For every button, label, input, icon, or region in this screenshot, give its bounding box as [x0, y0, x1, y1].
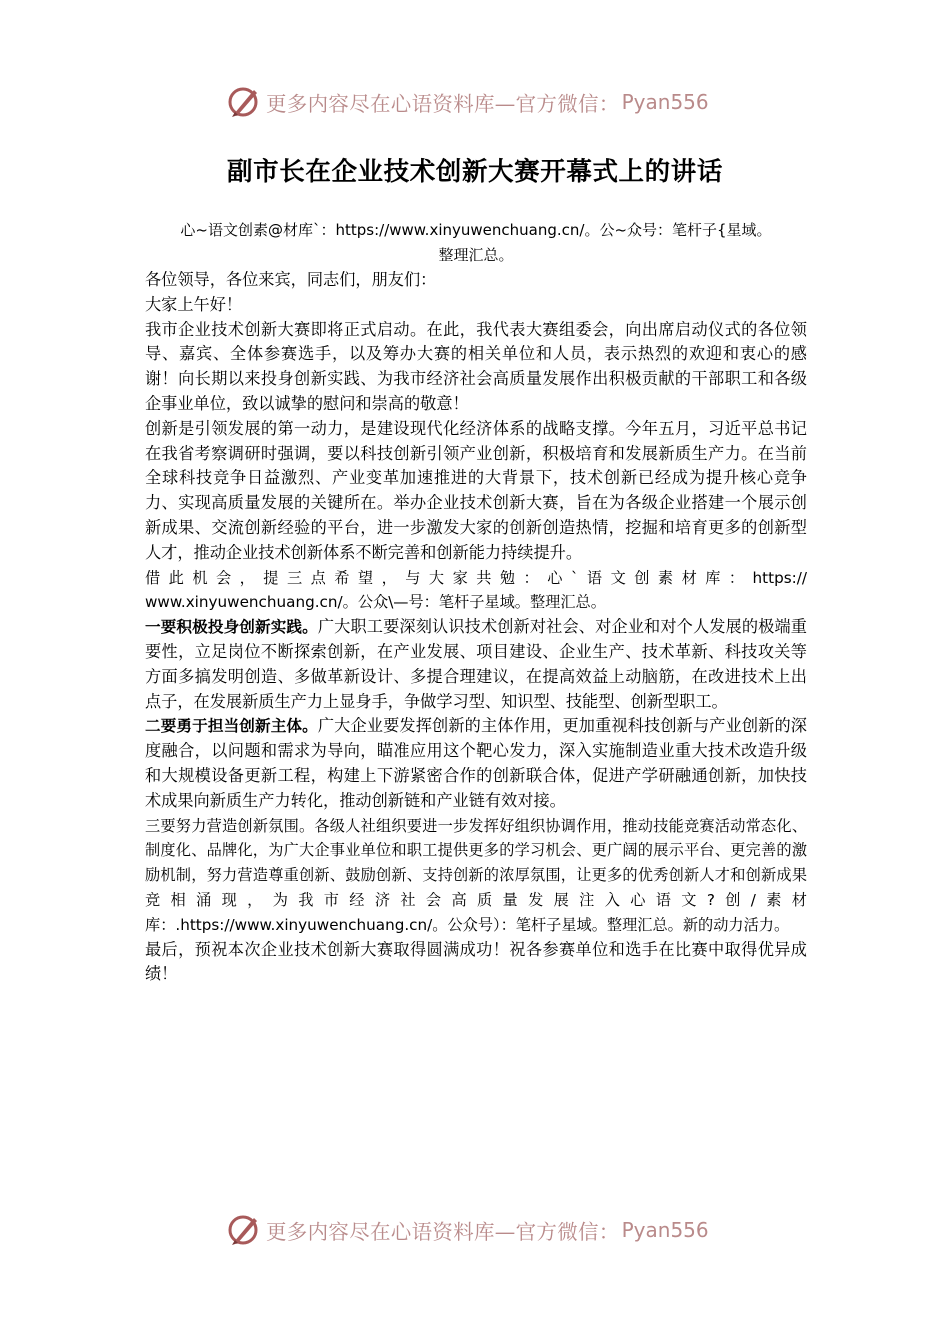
paragraph-innovation: 创新是引领发展的第一动力，是建设现代化经济体系的战略支撑。今年五月，习近平总书记在我省考察调研时强调，要以科技创新引领产业创新，积极培育和发展新质生产力。在当前全球科技竞争日益激烈、产业变革加速推进的大背景下，技术创新已经成为提升核心竞争力、实现高质量发展的关键所在。举办企业技术创新大赛，旨在为各级企业搭建一个展示创新成果、交流创新经验的平台，进一步激发大家的创新创造热情，挖掘和培育更多的创新型人才，推动企业技术创新体系不断完善和创新能力持续提升。 — [145, 418, 807, 562]
source-note-line2: 整理汇总。 — [438, 246, 514, 264]
header-brand-banner — [0, 82, 950, 122]
paragraph-hopes-line1: 借此机会，提三点希望，与大家共勉：心`语文创素材库：https:// — [145, 568, 807, 587]
point-one-text: 广大职工要深刻认识技术创新对社会、对企业和对个人发展的极端重要性，立足岗位不断探索创新，在产业发展、项目建设、企业生产、技术革新、科技攻关等方面多搞发明创造、多做革新设计、多提合理建议，在提高效益上动脑筋，在改进技术上出点子，在发展新质生产力上显身手，争做学习型、知识型、技能型、创新型职工。 — [145, 617, 807, 711]
speech-body — [145, 268, 807, 987]
brand-wechat-id: Pyan556 — [621, 1218, 709, 1242]
pen-logo-icon — [226, 1212, 262, 1248]
closing-paragraph: 最后，预祝本次企业技术创新大赛取得圆满成功！祝各参赛单位和选手在比赛中取得优异成绩！ — [145, 939, 807, 984]
paragraph-hopes-line2: www.xinyuwenchuang.cn/。公众\—号：笔杆子星域。整理汇总。 — [145, 593, 606, 612]
point-one — [145, 615, 807, 714]
point-three: 三要努力营造创新氛围。各级人社组织要进一步发挥好组织协调作用，推动技能竞赛活动常态化、制度化、品牌化，为广大企事业单位和职工提供更多的学习机会、更广阔的展示平台、更完善的激励机制，努力营造尊重创新、鼓励创新、支持创新的浓厚氛围，让更多的优秀创新人才和创新成果竞相涌现，为我市经济社会高质量发展注入心语文?创/素材库：.https://www.xinyuwenchuang.cn/。公众号）：笔杆子星域。整理汇总。新的动力活力。 — [145, 816, 807, 934]
page-title: 副市长在企业技术创新大赛开幕式上的讲话 — [227, 157, 723, 187]
point-two-text: 广大企业要发挥创新的主体作用，更加重视科技创新与产业创新的深度融合，以问题和需求为导向，瞄准应用这个靶心发力，深入实施制造业重大技术改造升级和大规模设备更新工程，构建上下游紧密合作的创新联合体，促进产学研融通创新，加快技术成果向新质生产力转化，推动创新链和产业链有效对接。 — [145, 716, 807, 810]
point-two-heading: 二要勇于担当创新主体。 — [145, 717, 318, 736]
paragraph-welcome: 我市企业技术创新大赛即将正式启动。在此，我代表大赛组委会，向出席启动仪式的各位领导、嘉宾、全体参赛选手，以及筹办大赛的相关单位和人员，表示热烈的欢迎和衷心的感谢！向长期以来投身创新实践、为我市经济社会高质量发展作出积极贡献的干部职工和各级企事业单位，致以诚挚的慰问和崇高的敬意！ — [145, 319, 807, 413]
footer-brand-banner — [0, 1210, 950, 1250]
morning-greeting: 大家上午好！ — [145, 294, 243, 314]
brand-text: 更多内容尽在心语资料库—官方微信： — [266, 92, 620, 116]
source-note — [145, 218, 807, 268]
point-one-heading: 一要积极投身创新实践。 — [145, 618, 318, 637]
point-two — [145, 714, 807, 813]
brand-text: 更多内容尽在心语资料库—官方微信： — [266, 1220, 620, 1244]
pen-logo-icon — [226, 84, 262, 120]
brand-wechat-id: Pyan556 — [621, 90, 709, 114]
greeting: 各位领导，各位来宾，同志们，朋友们： — [145, 270, 437, 289]
source-note-line1: 心~语文创素@材库`：https://www.xinyuwenchuang.cn/。公~众号：笔杆子{星域。 — [180, 221, 772, 239]
